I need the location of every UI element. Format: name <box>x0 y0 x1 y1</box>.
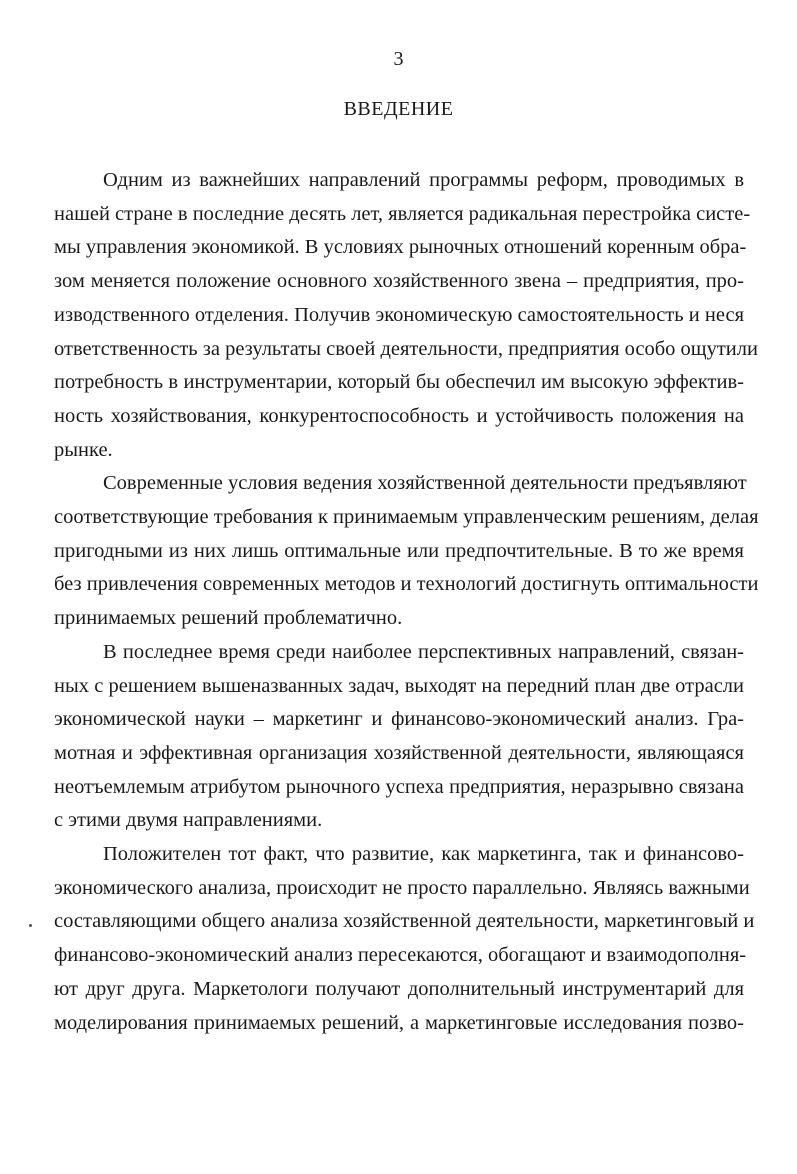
paragraph-1 <box>54 164 758 467</box>
paragraph-line: мы управления экономикой. В условиях рыночных отношений коренным обра- <box>54 236 747 259</box>
paragraph-line: Положителен тот факт, что развитие, как маркетинга, так и финансово- <box>103 843 744 866</box>
paragraph-line: пригодными из них лишь оптимальные или предпочтительные. В то же время <box>54 539 744 562</box>
paragraph-4 <box>54 838 755 1040</box>
paragraph-line: составляющими общего анализа хозяйственной деятельности, маркетинговый и <box>54 910 755 933</box>
paragraph-3 <box>54 636 744 838</box>
paragraph-line: Современные условия ведения хозяйственной деятельности предъявляют <box>103 472 747 495</box>
paragraph-line: изводственного отделения. Получив экономическую самостоятельность и неся <box>54 303 744 326</box>
paragraph-line: Одним из важнейших направлений программы реформ, проводимых в <box>103 169 744 191</box>
paragraph-line: зом меняется положение основного хозяйственного звена – предприятия, про- <box>54 270 744 293</box>
paragraph-line: ответственность за результаты своей деятельности, предприятия особо ощутили <box>54 337 758 360</box>
section-heading: ВВЕДЕНИЕ <box>343 98 454 120</box>
scan-speck <box>29 924 32 927</box>
paragraph-line: экономической науки – маркетинг и финансово-экономический анализ. Гра- <box>54 708 744 731</box>
paragraph-line: соответствующие требования к принимаемым управленческим решениям, делая <box>54 506 759 529</box>
paragraph-line: рынке. <box>54 438 113 461</box>
paragraph-line: В последнее время среди наиболее перспективных направлений, связан- <box>103 640 744 663</box>
page-number: 3 <box>393 48 404 70</box>
paragraph-line: моделирования принимаемых решений, а маркетинговые исследования позво- <box>54 1011 744 1034</box>
paragraph-line: экономического анализа, происходит не просто параллельно. Являясь важными <box>54 876 750 899</box>
paragraph-line: принимаемых решений проблематично. <box>54 607 403 630</box>
paragraph-line: без привлечения современных методов и технологий достигнуть оптимальности <box>54 573 759 596</box>
body-text <box>54 164 759 1040</box>
paragraph-line: ют друг друга. Маркетологи получают дополнительный инструментарий для <box>54 977 744 1000</box>
paragraph-line: мотная и эффективная организация хозяйственной деятельности, являющаяся <box>54 741 744 764</box>
paragraph-line: нашей стране в последние десять лет, является радикальная перестройка систе- <box>54 202 751 225</box>
paragraph-line: с этими двумя направлениями. <box>54 809 323 832</box>
paragraph-line: ных с решением вышеназванных задач, выходят на передний план две отрасли <box>54 674 744 697</box>
paragraph-2 <box>54 467 759 636</box>
paragraph-line: неотъемлемым атрибутом рыночного успеха предприятия, неразрывно связана <box>54 775 744 798</box>
paragraph-line: финансово-экономический анализ пересекаются, обогащают и взаимодополня- <box>54 944 747 967</box>
paragraph-line: потребность в инструментарии, который бы обеспечил им высокую эффектив- <box>54 371 744 394</box>
paragraph-line: ность хозяйствования, конкурентоспособность и устойчивость положения на <box>54 404 744 427</box>
